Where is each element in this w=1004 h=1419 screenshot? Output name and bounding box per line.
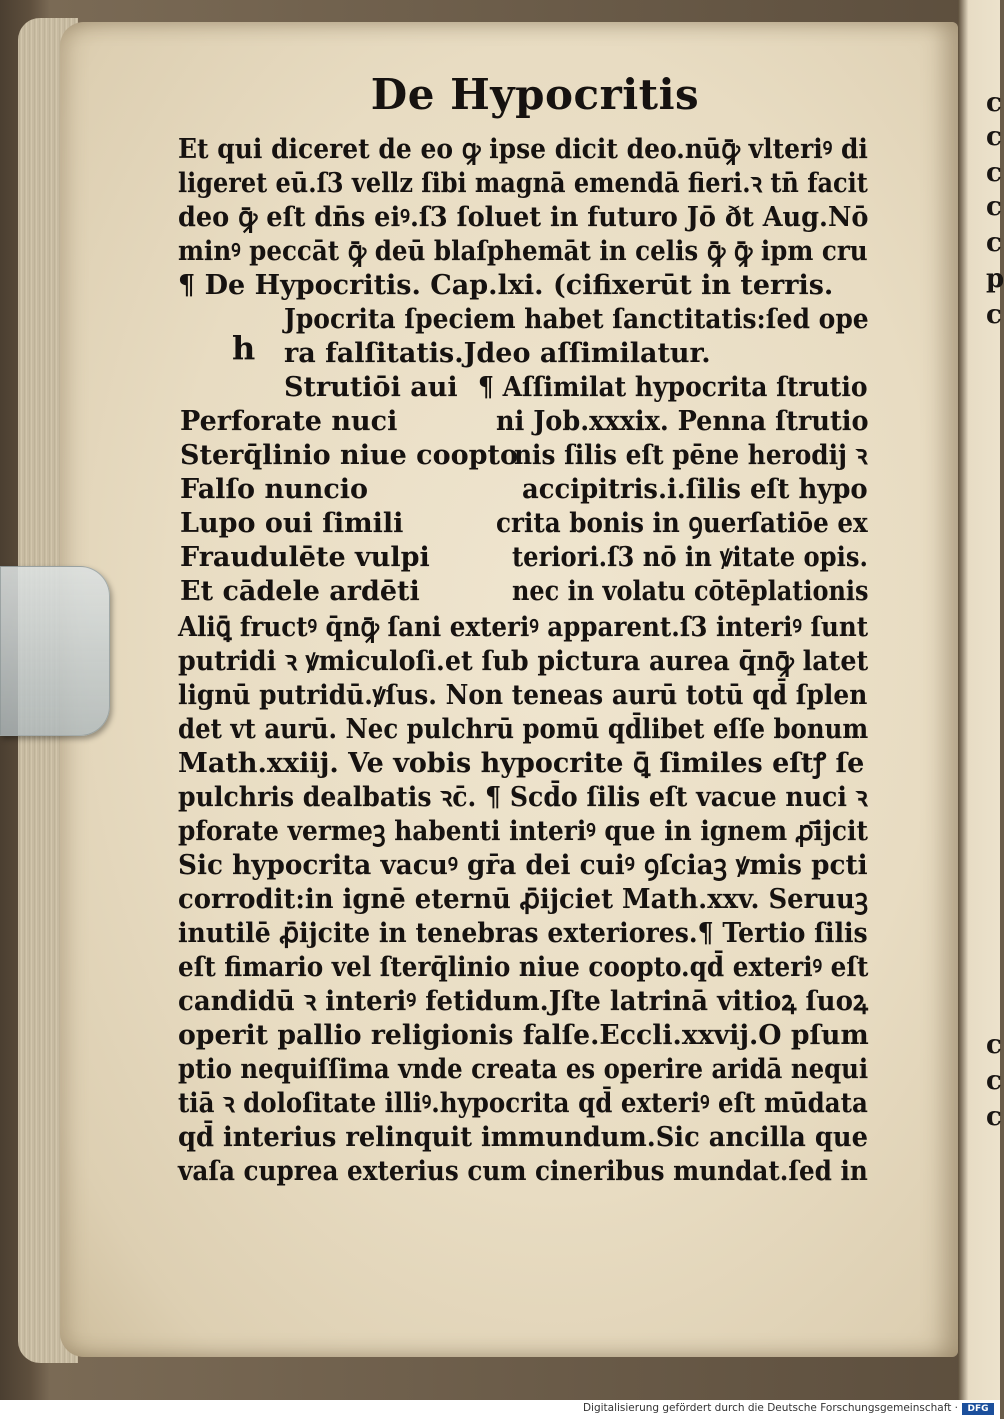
text-line: candidū ꝛ interiꝰ fetidum.Jſte latrinā vitioꝝ ſuoꝝ — [178, 986, 868, 1017]
comparison-item: Sterq̄linio niue coopto — [180, 440, 518, 471]
right-column-line: nis ſilis eſt pēne herodij ꝛ — [514, 440, 868, 471]
chapter-heading-line: ¶ De Hypocritis. Cap.lxi. (cifixerūt in terris. — [178, 270, 834, 301]
right-column-line: teriori.ſ3 nō in ꝟitate opis. — [512, 542, 868, 573]
facing-letter: c — [986, 300, 1002, 330]
drop-initial: h — [232, 329, 256, 367]
right-column-line: ¶ Aſſimilat hypocrita ſtrutio — [478, 372, 868, 403]
right-column-line: ni Job.xxxix. Penna ſtrutio — [496, 406, 869, 437]
facing-letter: c — [986, 1102, 1002, 1132]
text-line: corrodit:in ignē eternū ꝓ̄ijciet Math.xxv. Seruuꝫ — [178, 884, 869, 915]
text-line: putridi ꝛ ꝟmiculoſi.et ſub pictura aurea q̄nꝙ̄ latet — [178, 646, 869, 677]
facing-letter: c — [986, 88, 1002, 118]
facing-letter: c — [986, 158, 1002, 188]
text-line: det vt aurū. Nec pulchrū pomū qd̄libet eſſe bonum — [178, 714, 869, 745]
facing-letter: c — [986, 122, 1002, 152]
text-line: inutilē ꝓ̄ijcite in tenebras exteriores.¶ Tertio ſilis — [178, 918, 868, 949]
comparison-item: Et cādele ardēti — [180, 576, 420, 607]
footer-credit: Digitalisierung gefördert durch die Deutsche Forschungsgemeinschaft · — [582, 1402, 958, 1414]
facing-letter: c — [986, 228, 1002, 258]
text-line: pforate vermeꝫ habenti interiꝰ que in ignem ꝓ̄ijcit — [178, 816, 868, 847]
text-line: lignū putridū.ꝟſus. Non teneas aurū totū qd̄ ſplen — [178, 680, 868, 711]
text-line: ra falſitatis.Jdeo aſſimilatur. — [284, 338, 711, 369]
text-line: Math.xxiij. Ve vobis hypocrite ꝗ̄ ſimiles eſtꝭ ſe — [178, 748, 865, 779]
right-column-line: nec in volatu cōtēplationis — [512, 576, 869, 607]
text-line: vaſa cuprea exterius cum cineribus mundat.ſed in — [178, 1156, 868, 1187]
dfg-logo[interactable]: DFG — [962, 1403, 994, 1415]
page-heading: De Hypocritis — [370, 70, 700, 119]
comparison-item: Perforate nuci — [180, 406, 398, 437]
comparison-item: Fraudulēte vulpi — [180, 542, 430, 573]
text-line: qd̄ interius relinquit immundum.Sic ancilla que — [178, 1122, 868, 1153]
comparison-item: Strutiōi aui — [284, 372, 458, 403]
text-line: ligeret eū.ſ3 vellz ſibi magnā emendā fieri.ꝛ tn̄ facit — [178, 168, 868, 199]
facing-letter: c — [986, 1030, 1002, 1060]
text-line: deo ꝙ̄ eſt dn̄s eiꝰ.ſ3 ſoluet in futuro Jō ðt Aug.Nō — [178, 202, 869, 233]
right-column-line: crita bonis in ꝯuerſatiōe ex — [496, 508, 868, 539]
facing-letter: p — [986, 264, 1004, 294]
right-column-line: accipitris.i.ſilis eſt hypo — [522, 474, 868, 505]
text-line: ptio nequiſſima vnde creata es operire aridā nequi — [178, 1054, 869, 1085]
facing-letter: c — [986, 192, 1002, 222]
text-line: eſt fimario vel ſterq̄linio niue coopto.qd̄ exteriꝰ eſt — [178, 952, 869, 983]
text-line: tiā ꝛ doloſitate illiꝰ.hypocrita qd̄ exteriꝰ eſt mūdata — [178, 1088, 868, 1119]
text-line: Et qui diceret de eo ꝙ ipse dicit deo.nūꝙ̄ vlteriꝰ di — [178, 134, 868, 165]
text-line: Jpocrita ſpeciem habet ſanctitatis:ſed ope — [284, 304, 869, 335]
comparison-item: Falſo nuncio — [180, 474, 369, 505]
facing-letter: c — [986, 1066, 1002, 1096]
text-line: Aliꝗ̄ fructꝰ q̄nꝙ̄ ſani exteriꝰ apparent.ſ3 interiꝰ ſunt — [178, 612, 869, 643]
comparison-item: Lupo oui ſimili — [180, 508, 404, 539]
text-line: pulchris dealbatis ꝛc̄. ¶ Scd̄o ſilis eſt vacue nuci ꝛ — [178, 782, 868, 813]
footer-bar — [0, 1400, 1000, 1419]
text-line: Sic hypocrita vacuꝰ gr̄a dei cuiꝰ ꝯſciaꝫ ꝟmis pcti — [178, 850, 868, 881]
text-line: minꝰ peccāt ꝙ̄ deū blaſphemāt in celis ꝙ̄ ꝙ̄ ipm cru — [178, 236, 868, 267]
text-line: operit pallio religionis falſe.Eccli.xxvij.O pſum — [178, 1020, 869, 1051]
